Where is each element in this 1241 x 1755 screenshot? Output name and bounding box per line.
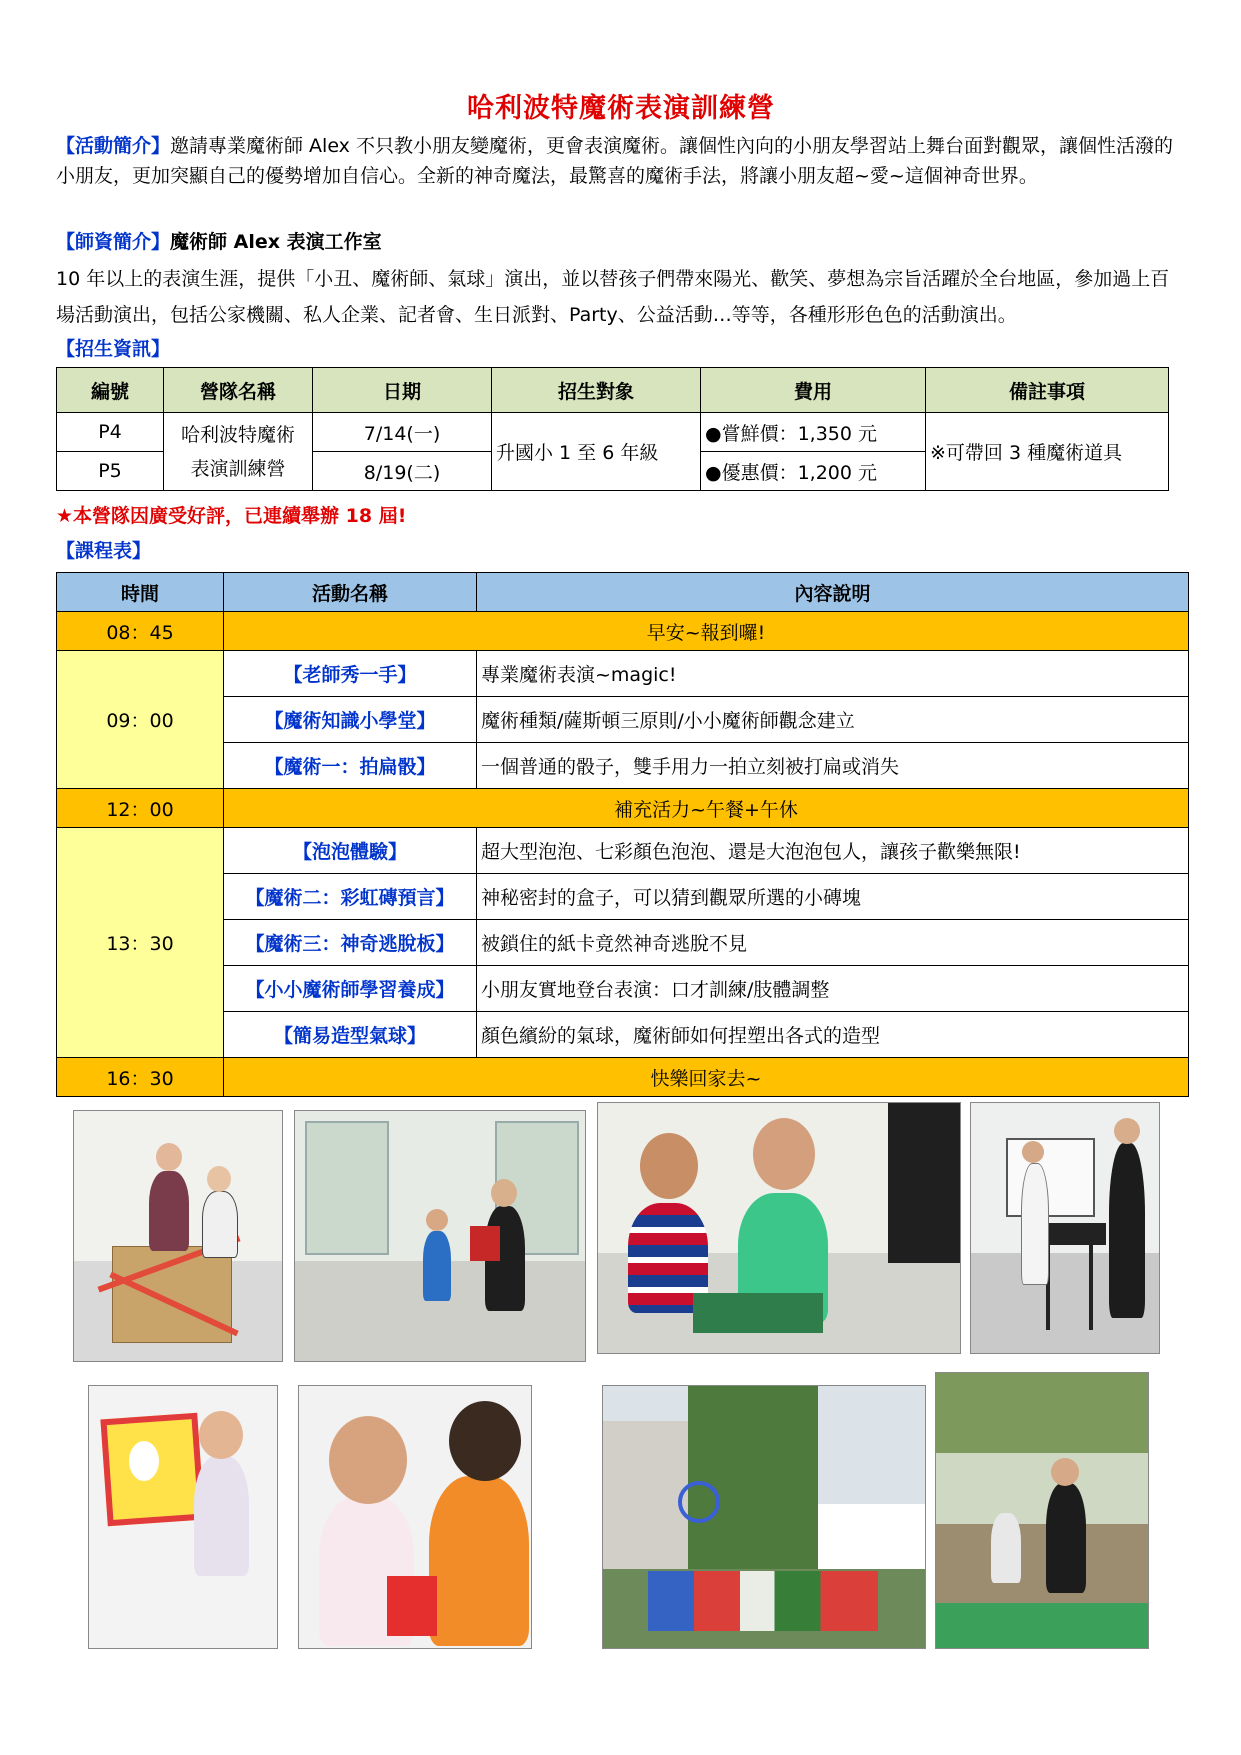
activity-name: 【泡泡體驗】	[224, 828, 477, 874]
photo-bubbles	[602, 1385, 926, 1649]
schedule-time: 12：00	[57, 789, 224, 828]
activity-desc: 顏色繽紛的氣球，魔術師如何捏塑出各式的造型	[477, 1012, 1189, 1058]
activity-desc: 魔術種類/薩斯頓三原則/小小魔術師觀念建立	[477, 697, 1189, 743]
notice	[56, 501, 1186, 531]
schedule-break: 快樂回家去~	[224, 1058, 1189, 1097]
notice-text: ★本營隊因廣受好評，已連續舉辦 18 屆!	[56, 505, 407, 527]
activity-desc: 專業魔術表演~magic!	[477, 651, 1189, 697]
camp-fee: ●優惠價：1,200 元	[701, 452, 926, 491]
activity-desc: 一個普通的骰子，雙手用力一拍立刻被打扁或消失	[477, 743, 1189, 789]
camp-target: 升國小 1 至 6 年級	[492, 413, 701, 491]
teacher-label: 【師資簡介】	[56, 231, 171, 253]
activity-desc: 被鎖住的紙卡竟然神奇逃脫不見	[477, 920, 1189, 966]
schedule-row	[57, 651, 1189, 697]
enroll-header: 日期	[313, 368, 492, 413]
schedule-heading	[56, 536, 1186, 566]
schedule-row	[57, 874, 1189, 920]
photo-kids-microphone	[597, 1102, 961, 1354]
intro-text: 邀請專業魔術師 Alex 不只教小朋友變魔術，更會表演魔術。讓個性內向的小朋友學習站上舞台面對觀眾，讓個性活潑的小朋友，更加突顯自己的優勢增加自信心。全新的神奇魔法，最驚喜的魔術手法，將讓小朋友超~愛~這個神奇世界。	[56, 135, 1173, 187]
activity-name: 【老師秀一手】	[224, 651, 477, 697]
camp-note: ※可帶回 3 種魔術道具	[926, 413, 1169, 491]
schedule-row	[57, 828, 1189, 874]
schedule-time: 13：30	[57, 828, 224, 1058]
camp-code: P5	[57, 452, 164, 491]
enroll-header: 招生對象	[492, 368, 701, 413]
camp-name	[164, 413, 313, 491]
activity-name: 【魔術二：彩虹磚預言】	[224, 874, 477, 920]
schedule-bar-row	[57, 1058, 1189, 1097]
activity-desc: 小朋友實地登台表演：口才訓練/肢體調整	[477, 966, 1189, 1012]
schedule-break: 補充活力~午餐+午休	[224, 789, 1189, 828]
enroll-header: 費用	[701, 368, 926, 413]
camp-name-line: 表演訓練營	[190, 457, 286, 480]
camp-fee: ●嘗鮮價：1,350 元	[701, 413, 926, 452]
enroll-label: 【招生資訊】	[56, 338, 171, 360]
schedule-row	[57, 1012, 1189, 1058]
activity-name: 【小小魔術師學習養成】	[224, 966, 477, 1012]
activity-name: 【魔術三：神奇逃脫板】	[224, 920, 477, 966]
schedule-label: 【課程表】	[56, 540, 152, 562]
photo-performer-table	[970, 1102, 1160, 1354]
schedule-time: 16：30	[57, 1058, 224, 1097]
enroll-header-row	[57, 368, 1169, 413]
photo-magic-box	[73, 1110, 283, 1362]
enroll-table	[56, 367, 1169, 491]
schedule-time: 09：00	[57, 651, 224, 789]
schedule-bar-row	[57, 789, 1189, 828]
schedule-bar-row	[57, 612, 1189, 651]
activity-name: 【魔術知識小學堂】	[224, 697, 477, 743]
teacher-name: 魔術師 Alex 表演工作室	[170, 231, 382, 253]
enroll-header: 備註事項	[926, 368, 1169, 413]
schedule-row	[57, 920, 1189, 966]
schedule-header: 內容說明	[477, 573, 1189, 612]
camp-date: 8/19(二)	[313, 452, 492, 491]
schedule-row	[57, 697, 1189, 743]
photo-rabbit-scarf	[88, 1385, 278, 1649]
teacher-text: 10 年以上的表演生涯，提供「小丑、魔術師、氣球」演出，並以替孩子們帶來陽光、歡笑、夢想為宗旨活躍於全台地區，參加過上百場活動演出，包括公家機關、私人企業、記者會、生日派對、Party、公益活動…等等，各種形形色色的活動演出。	[56, 268, 1170, 326]
photo-outdoor-balloons	[935, 1372, 1149, 1649]
activity-name: 【魔術一：拍扁骰】	[224, 743, 477, 789]
enroll-heading	[56, 334, 1186, 364]
photo-stage-show	[294, 1110, 586, 1362]
intro-paragraph	[56, 131, 1186, 191]
schedule-header: 時間	[57, 573, 224, 612]
teacher-heading	[56, 227, 1186, 257]
activity-name: 【簡易造型氣球】	[224, 1012, 477, 1058]
schedule-row	[57, 966, 1189, 1012]
photo-kids-cards	[298, 1385, 532, 1649]
schedule-header-row	[57, 573, 1189, 612]
enroll-header: 編號	[57, 368, 164, 413]
page-title: 哈利波特魔術表演訓練營	[467, 93, 775, 124]
camp-code: P4	[57, 413, 164, 452]
schedule-table	[56, 572, 1189, 1097]
schedule-row	[57, 743, 1189, 789]
camp-name-line: 哈利波特魔術	[180, 423, 295, 446]
enroll-header: 營隊名稱	[164, 368, 313, 413]
activity-desc: 超大型泡泡、七彩顏色泡泡、還是大泡泡包人，讓孩子歡樂無限!	[477, 828, 1189, 874]
camp-date: 7/14(一)	[313, 413, 492, 452]
enroll-row	[57, 413, 1169, 452]
schedule-break: 早安~報到囉!	[224, 612, 1189, 651]
schedule-time: 08：45	[57, 612, 224, 651]
schedule-header: 活動名稱	[224, 573, 477, 612]
intro-label: 【活動簡介】	[56, 135, 171, 157]
activity-desc: 神秘密封的盒子，可以猜到觀眾所選的小磚塊	[477, 874, 1189, 920]
